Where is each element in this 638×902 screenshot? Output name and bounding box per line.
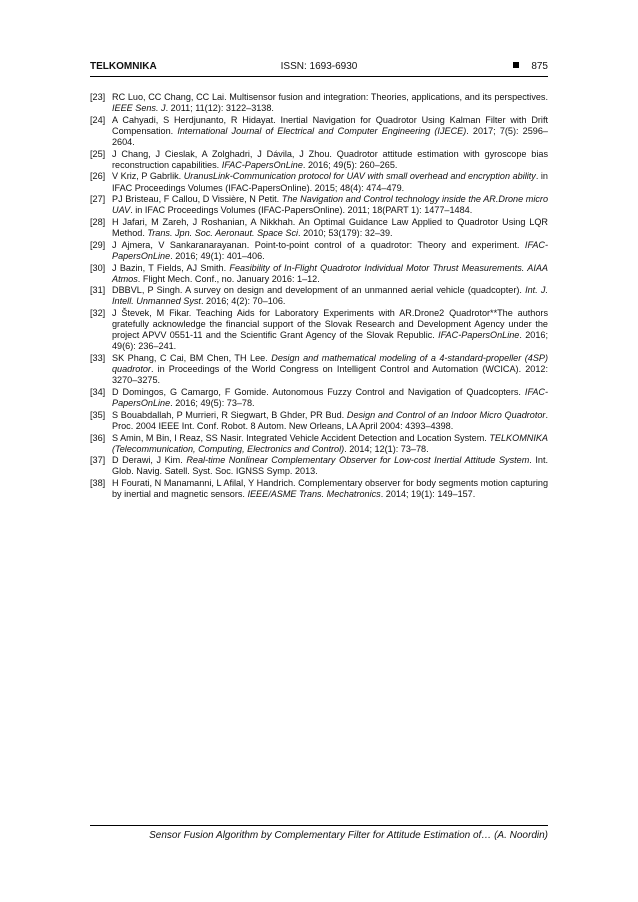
reference-number: [37] [90,455,106,466]
reference-venue: Real-time Nonlinear Complementary Observer for Low-cost Inertial Attitude System [186,455,530,466]
reference-venue: Design and mathematical modeling of a 4-standard-propeller (4SP) quadrotor [112,353,549,375]
reference-venue: UranusLink-Communication protocol for UAV with small overhead and encryption ability [183,171,536,182]
reference-text: V Kriz, P Gabrlik. [112,171,184,182]
footer-rule [90,825,548,826]
reference-number: [28] [90,217,106,227]
reference-text: J Chang, J Cieslak, A Zolghadri, J Dávila, J Zhou. Quadrotor attitude estimation with gyroscope bias reconstruction capabilities. [112,148,548,170]
reference-number: [35] [90,409,106,420]
reference-text: . 2010; 53(179): 32–39. [298,228,393,239]
bullet-square-icon [513,62,519,68]
reference-venue: Feasibility of In-Flight Quadrotor Individual Motor Thrust Measurements. AIAA Atmos [112,262,548,284]
reference-text: . 2016; 49(5): 260–265. [302,159,398,170]
reference-venue: The Navigation and Control technology inside the AR.Drone micro UAV [112,194,548,216]
page-number-group [513,61,548,73]
reference-venue: IFAC-PapersOnLine [112,386,548,409]
reference-item [90,194,548,216]
reference-item [90,433,548,455]
reference-text: . Proc. 2004 IEEE Int. Conf. Robot. 8 Autom. New Orleans, LA April 2004: 4393–4398. [112,409,548,431]
reference-text: RC Luo, CC Chang, CC Lai. Multisensor fusion and integration: Theories, applications, and its perspectives. [112,92,548,102]
reference-venue: IFAC-PapersOnLine [438,330,520,341]
reference-number: [27] [90,194,106,205]
reference-item [90,285,548,307]
reference-number: [26] [90,171,106,182]
reference-item [90,478,548,500]
running-footer: Sensor Fusion Algorithm by Complementary Filter for Attitude Estimation of… (A. Noordin) [149,830,548,841]
reference-venue: TELKOMNIKA (Telecommunication, Computing, Electronics and Control) [112,432,548,454]
reference-text: . 2014; 19(1): 149–157. [380,489,476,500]
reference-venue: Design and Control of an Indoor Micro Quadrotor [346,409,546,420]
reference-text: DBBVL, P Singh. A survey on design and development of an unmanned aerial vehicle (quadcopter). [112,285,526,296]
reference-item [90,263,548,285]
reference-text: . in Proceedings of the World Congress on Intelligent Control and Automation (WCICA). 2012: 3270–3275. [112,364,548,386]
reference-text: . Int. Glob. Navig. Satell. Syst. Soc. IGNSS Symp. 2013. [112,455,548,477]
reference-text: . 2011; 11(12): 3122–3138. [165,103,274,114]
reference-venue: Trans. Jpn. Soc. Aeronaut. Space Sci [147,228,299,239]
reference-item [90,217,548,239]
reference-text: D Domingos, G Camargo, F Gomide. Autonomous Fuzzy Control and Navigation of Quadcopters. [112,386,525,397]
reference-text: D Derawi, J Kim. [112,455,187,466]
reference-text: . in IFAC Proceedings Volumes (IFAC-PapersOnline). 2011; 18(PART 1): 1477–1484. [130,205,473,216]
reference-text: J Bazin, T Fields, AJ Smith. [112,262,230,273]
page-number: 875 [531,61,548,72]
reference-number: [36] [90,432,106,443]
reference-number: [38] [90,478,106,489]
reference-text: J Ajmera, V Sankaranarayanan. Point-to-point control of a quadrotor: Theory and experiment. [112,239,525,250]
reference-text: . Flight Mech. Conf., no. January 2016: 1–12. [137,273,320,284]
reference-number: [30] [90,262,106,273]
page-header [90,61,548,74]
reference-item [90,455,548,477]
reference-text: . 2016; 49(6): 236–241. [112,330,549,352]
reference-item [90,171,548,193]
reference-number: [31] [90,285,106,296]
reference-text: . in IFAC Proceedings Volumes (IFAC-PapersOnline). 2015; 48(4): 474–479. [112,171,548,193]
reference-text: S Amin, M Bin, I Reaz, SS Nasir. Integrated Vehicle Accident Detection and Location System. [112,432,490,443]
reference-venue: IEEE/ASME Trans. Mechatronics [247,489,381,500]
reference-number: [23] [90,92,106,102]
reference-item [90,92,548,114]
reference-text: . 2016; 4(2): 70–106. [200,296,286,307]
reference-text: J Števek, M Fikar. Teaching Aids for Laboratory Experiments with AR.Drone2 Quadrotor**The authors gratefully acknowledge the financial support of the Slovak Research and Development Agency under the project APVV 0551-11 and the Scientific Grant Agency of the Slovak Republic. [112,308,548,341]
reference-item [90,115,548,148]
reference-item [90,410,548,432]
reference-text: . 2014; 12(1): 73–78. [344,443,429,454]
reference-item [90,387,548,409]
reference-text: . 2016; 49(5): 73–78. [170,398,255,409]
reference-venue: Int. J. Intell. Unmanned Syst [112,285,548,307]
reference-venue: International Journal of Electrical and Computer Engineering (IJECE) [177,125,467,136]
reference-number: [32] [90,308,106,319]
reference-text: H Fourati, N Manamanni, L Afilal, Y Handrich. Complementary observer for body segments motion capturing by inertial and magnetic sensors. [112,478,548,500]
reference-text: . 2017; 7(5): 2596–2604. [112,125,548,147]
reference-text: . 2016; 49(1): 401–406. [170,250,265,261]
reference-text: S Bouabdallah, P Murrieri, R Siegwart, B Ghder, PR Bud. [112,409,347,420]
issn: ISSN: 1693-6930 [280,61,358,72]
reference-list [90,92,548,501]
reference-item [90,240,548,262]
reference-number: [33] [90,353,106,364]
journal-name: TELKOMNIKA [90,61,157,72]
reference-number: [25] [90,148,106,159]
reference-venue: IFAC-PapersOnLine [221,159,303,170]
reference-text: SK Phang, C Cai, BM Chen, TH Lee. [112,353,272,364]
reference-text: PJ Bristeau, F Callou, D Vissière, N Petit. [112,194,282,205]
reference-text: H Jafari, M Zareh, J Roshanian, A Nikkhah. An Optimal Guidance Law Applied to Quadrotor Using LQR Method. [112,217,548,239]
reference-venue: IFAC-PapersOnLine [112,239,548,261]
reference-venue: IEEE Sens. J [112,103,166,114]
reference-number: [34] [90,386,106,397]
reference-number: [29] [90,239,106,250]
reference-item [90,353,548,386]
reference-item [90,308,548,352]
reference-item [90,149,548,171]
reference-text: A Cahyadi, S Herdjunanto, R Hidayat. Inertial Navigation for Quadrotor Using Kalman Filter with Drift Compensation. [112,114,548,136]
reference-number: [24] [90,114,106,125]
header-rule [90,76,548,77]
